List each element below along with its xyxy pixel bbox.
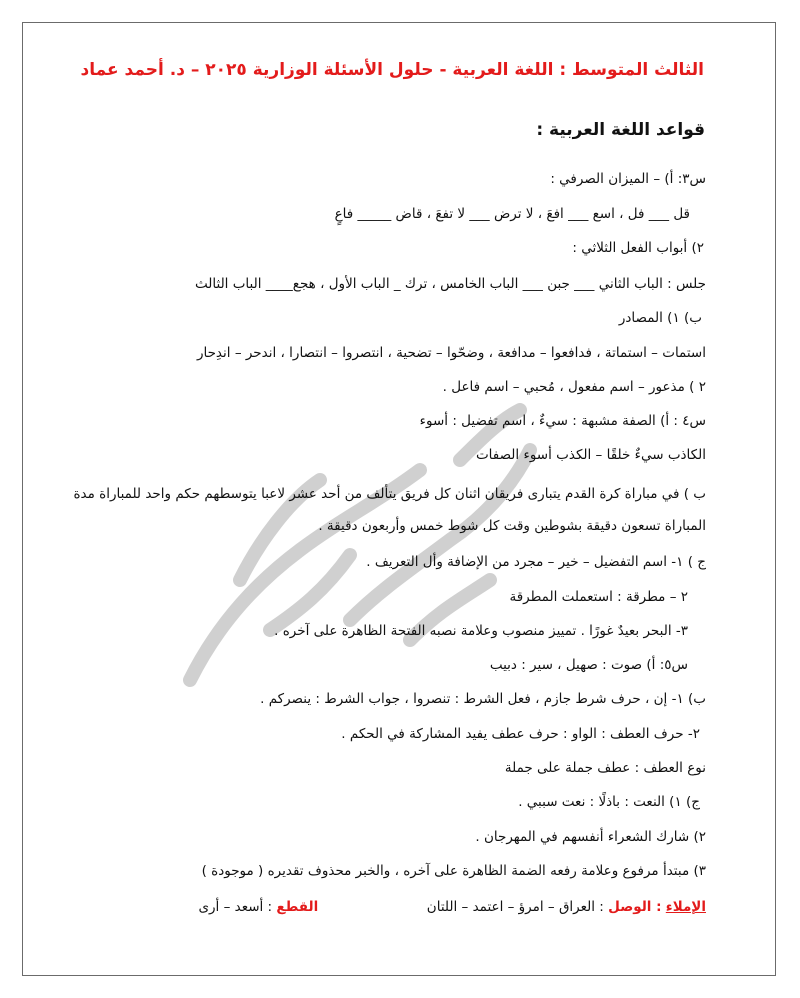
q5-c2-answer: ٢) شارك الشعراء أنفسهم في المهرجان . [475, 829, 706, 845]
q4-c2-answer: ٢ – مطرقة : استعملت المطرقة [509, 589, 688, 605]
imla-label: الإملاء [665, 899, 706, 915]
q3-a-heading: س٣: أ) – الميزان الصرفي : [550, 171, 706, 187]
q4-b-paragraph: ب ) في مباراة كرة القدم يتبارى فريقان اثنان كل فريق يتألف من أحد عشر لاعبا يتوسطهم حكم واحد للمباراة مدة المباراة تسعون دقيقة بشوطين وقت كل شوط خمس وأربعون دقيقة . [73, 486, 706, 534]
wasl-label: : الوصل [608, 899, 662, 915]
qat-label: القطع [276, 899, 319, 915]
q3-b1-answer: استمات – استماتة ، فدافعوا – مدافعة ، وضحّوا – تضحية ، انتصروا – انتصارا ، اندحر – اندِحار [196, 345, 706, 361]
q4-a-heading: س٤ : أ) الصفة مشبهة : سيءٌ ، اسم تفضيل : أسوء [419, 413, 706, 429]
qat-words: : أسعد – أرى [198, 899, 273, 915]
q4-c1-answer: ج ) ١- اسم التفضيل – خير – مجرد من الإضافة وأل التعريف . [366, 554, 706, 570]
q3-a-answer: قل ___ فل ، اسع ___ افعَ ، لا ترض ___ لا تفعَ ، قاض _____ فاعٍ [334, 206, 690, 222]
q3-a2-heading: ٢) أبواب الفعل الثلاثي : [572, 240, 704, 256]
q5-c1-answer: ج) ١) النعت : باذلًا : نعت سببي . [518, 794, 700, 810]
q4-a-example: الكاذب سيءٌ خلقًا – الكذب أسوء الصفات [475, 447, 706, 463]
wasl-words: : العراق – امرؤ – اعتمد – اللتان [426, 899, 604, 915]
q5-b2-answer: ٢- حرف العطف : الواو : حرف عطف يفيد المشاركة في الحكم . [341, 726, 700, 742]
q5-b-conjunction-type: نوع العطف : عطف جملة على جملة [504, 760, 706, 776]
section-title: قواعد اللغة العربية : [536, 120, 705, 140]
q5-c3-answer: ٣) مبتدأ مرفوع وعلامة رفعه الضمة الظاهرة على آخره ، والخبر محذوف تقديره ( موجودة ) [201, 863, 706, 879]
q5-b1-answer: ب) ١- إن ، حرف شرط جازم ، فعل الشرط : تنصروا ، جواب الشرط : ينصركم . [260, 691, 706, 707]
q4-c3-answer: ٣- البحر بعيدٌ غورًا . تمييز منصوب وعلامة نصبه الفتحة الظاهرة على آخره . [274, 623, 688, 639]
q3-b2-answer: ٢ ) مذعور – اسم مفعول ، مُحبي – اسم فاعل . [442, 379, 706, 395]
imla-line [60, 897, 706, 917]
q3-a2-answer: جلس : الباب الثاني ___ جبن ___ الباب الخامس ، ترك _ الباب الأول ، هجع____ الباب الثالث [195, 276, 706, 292]
q3-b-heading: ب) ١) المصادر [618, 310, 702, 326]
q5-a-answer: س٥: أ) صوت : صهيل ، سير : دبيب [489, 657, 688, 673]
header-title: الثالث المتوسط : اللغة العربية - حلول الأسئلة الوزارية ٢٠٢٥ – د. أحمد عماد [80, 60, 704, 80]
